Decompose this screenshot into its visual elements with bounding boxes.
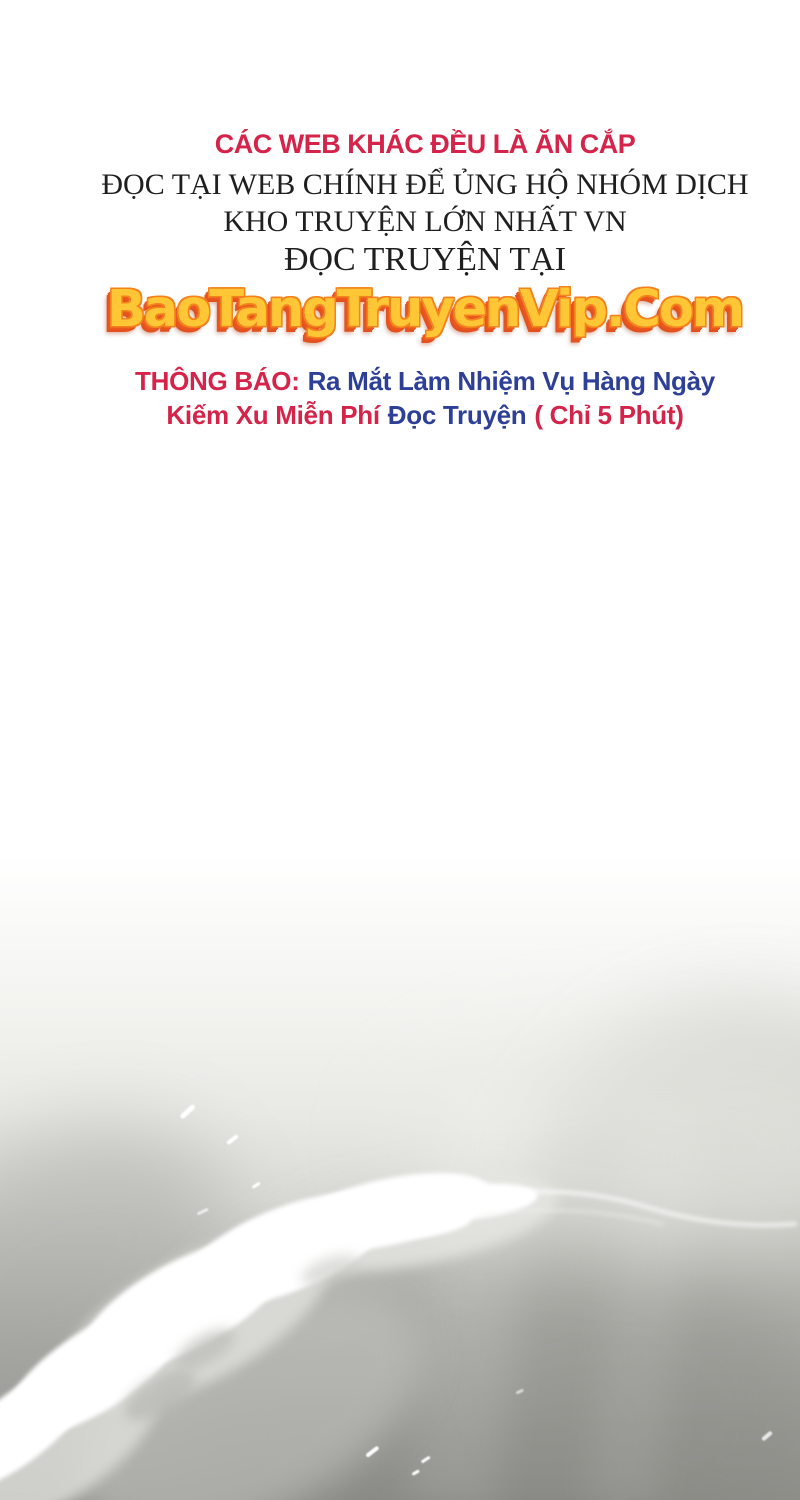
warning-headline: CÁC WEB KHÁC ĐỀU LÀ ĂN CẮP — [214, 129, 636, 159]
smoke-slash-artwork — [0, 850, 800, 1500]
repo-line: KHO TRUYỆN LỚN NHẤT VN — [223, 205, 627, 238]
notice-label: THÔNG BÁO: — [135, 366, 300, 396]
site-logo: BaoTangTruyenVip.Com — [106, 280, 744, 339]
support-line: ĐỌC TẠI WEB CHÍNH ĐỂ ỦNG HỘ NHÓM DỊCH — [101, 168, 749, 201]
notice-block — [48, 364, 800, 432]
notice-text-2b: Đọc Truyện — [387, 400, 527, 430]
read-at-line: ĐỌC TRUYỆN TẠI — [283, 241, 567, 278]
notice-text-2c: ( Chỉ 5 Phút) — [534, 400, 684, 430]
notice-text-2a: Kiếm Xu Miễn Phí — [166, 400, 380, 430]
notice-line-2 — [48, 398, 800, 432]
notice-text-1: Ra Mắt Làm Nhiệm Vụ Hàng Ngày — [307, 366, 715, 396]
notice-line-1 — [48, 364, 800, 398]
